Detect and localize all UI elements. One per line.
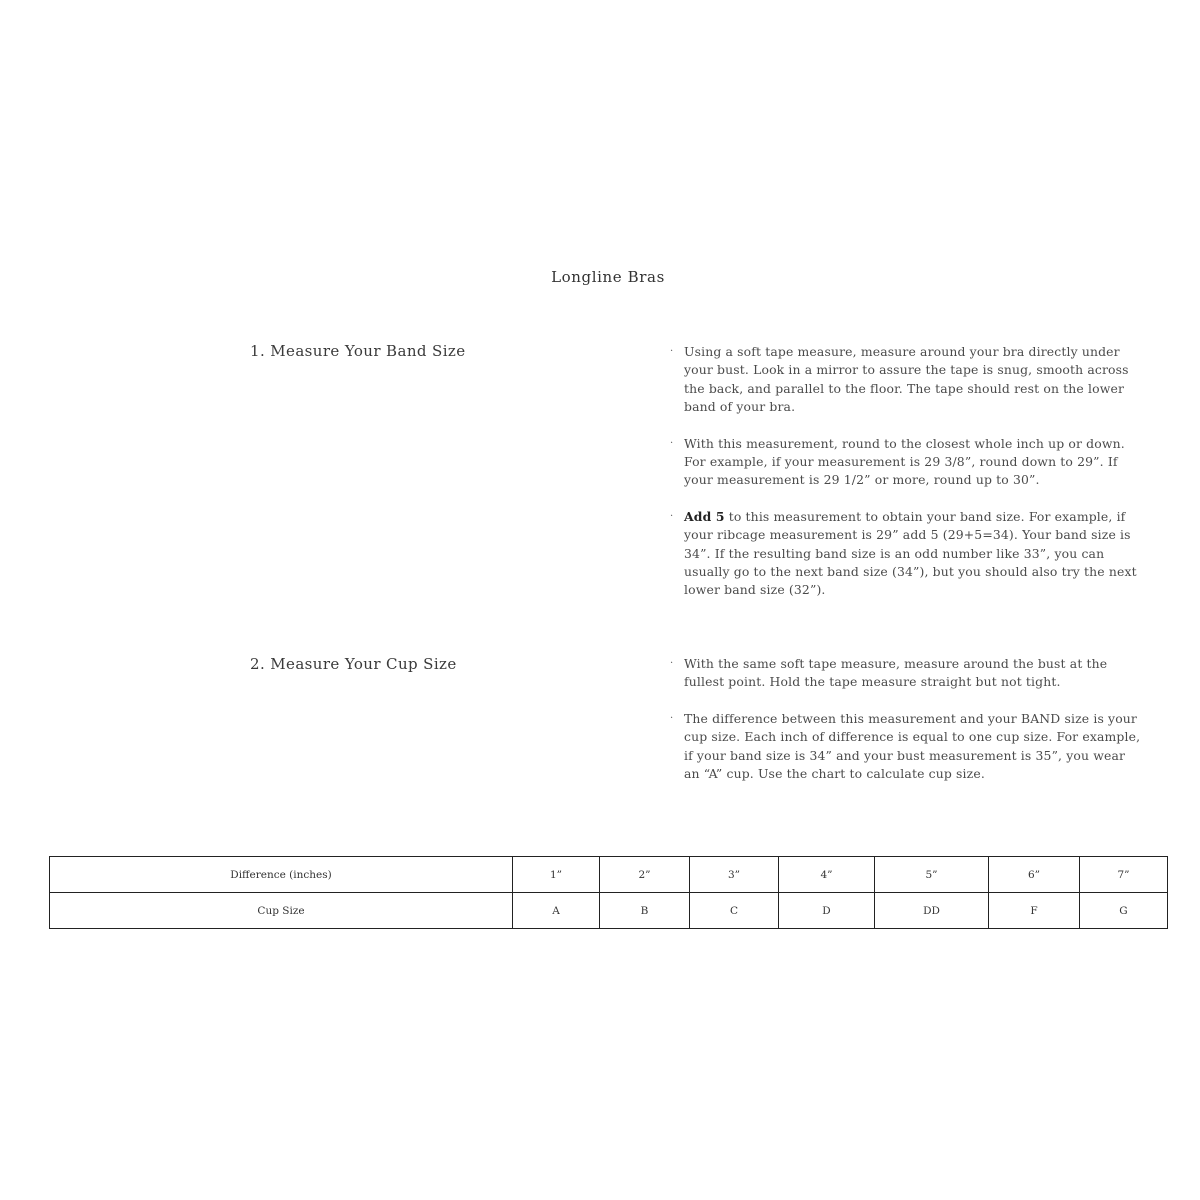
band-size-step-3: [670, 508, 1142, 600]
table-cell: F: [989, 893, 1080, 929]
cup-size-heading: 2. Measure Your Cup Size: [250, 655, 457, 673]
cup-size-chart-table: [49, 856, 1168, 929]
table-cell: 6”: [989, 857, 1080, 893]
band-size-step-3-text: to this measurement to obtain your band size. For example, if your ribcage measurement is 29” add 5 (29+5=34). Your band size is 34”. If the resulting band size is an odd number like 33”, you can usually go to the next band size (34”), but you should also try the next lower band size (32”).: [684, 508, 1137, 598]
band-size-heading: 1. Measure Your Band Size: [250, 342, 466, 360]
bullet-dot-icon: ·: [670, 437, 674, 449]
band-size-step-3-emphasis: Add 5: [684, 508, 725, 524]
table-cell: DD: [875, 893, 989, 929]
row-label-difference: Difference (inches): [50, 857, 513, 893]
cup-size-step-2: [670, 710, 1142, 784]
table-cell: A: [513, 893, 600, 929]
band-size-instructions: [670, 343, 1142, 618]
bullet-dot-icon: ·: [670, 346, 674, 357]
table-cell: D: [779, 893, 875, 929]
bullet-dot-icon: ·: [670, 510, 674, 522]
page-title: Longline Bras: [551, 268, 665, 286]
cup-size-step-2-text: The difference between this measurement and your BAND size is your cup size. Each inch of difference is equal to one cup size. For example, if your band size is 34” and your bust measurement is 35”, you wear an “A” cup. Use the chart to calculate cup size.: [684, 710, 1141, 782]
table-row-cup-size: [50, 893, 1168, 929]
table-row-difference: [50, 857, 1168, 893]
band-size-step-2-text: With this measurement, round to the closest whole inch up or down. For example, if your measurement is 29 3/8”, round down to 29”. If your measurement is 29 1/2” or more, round up to 30”.: [684, 435, 1125, 488]
table-cell: 3”: [690, 857, 779, 893]
band-size-step-2: [670, 435, 1142, 490]
table-cell: 5”: [875, 857, 989, 893]
bullet-dot-icon: ·: [670, 712, 674, 724]
table-cell: B: [600, 893, 690, 929]
band-size-step-1-text: Using a soft tape measure, measure around your bra directly under your bust. Look in a mirror to assure the tape is snug, smooth across the back, and parallel to the floor. The tape should rest on the lower band of your bra.: [684, 344, 1129, 415]
table-cell: 2”: [600, 857, 690, 893]
bullet-dot-icon: ·: [670, 658, 674, 669]
table-cell: 4”: [779, 857, 875, 893]
table-cell: 1”: [513, 857, 600, 893]
cup-size-step-1: [670, 655, 1142, 692]
cup-size-step-1-text: With the same soft tape measure, measure around the bust at the fullest point. Hold the tape measure straight but not tight.: [684, 656, 1108, 690]
table-cell: G: [1080, 893, 1168, 929]
table-cell: C: [690, 893, 779, 929]
band-size-step-1: [670, 343, 1142, 417]
cup-size-instructions: [670, 655, 1142, 801]
row-label-cup-size: Cup Size: [50, 893, 513, 929]
table-cell: 7”: [1080, 857, 1168, 893]
